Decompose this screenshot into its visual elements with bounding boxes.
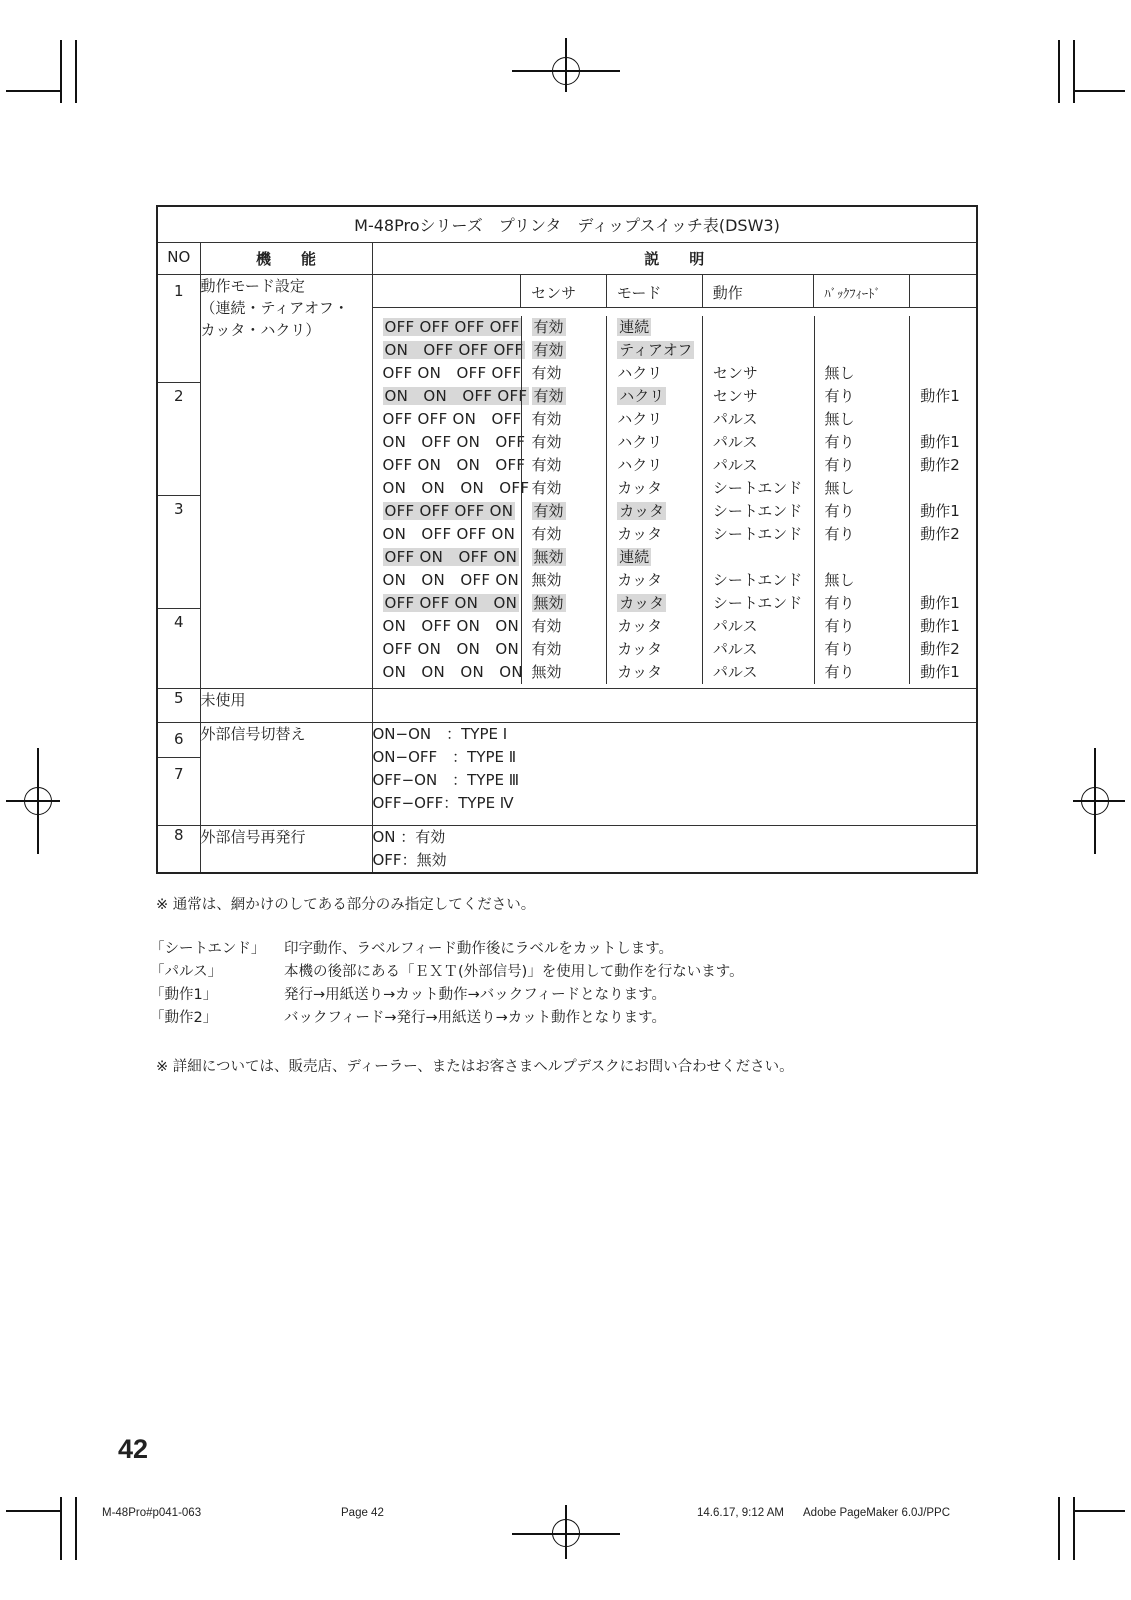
table-cell: [617, 316, 702, 339]
sub-header-sensor: センサ: [520, 275, 606, 307]
type-line-3: OFF−ON ：TYPE Ⅲ: [372, 771, 520, 789]
table-cell: [383, 546, 521, 569]
switch-setting: ON ON ON OFF: [382, 479, 530, 497]
table-cell: [713, 615, 814, 638]
table-cell: [383, 316, 521, 339]
mode-description-cell: [372, 275, 977, 689]
table-cell: [825, 569, 910, 592]
mode-setting-row: [157, 275, 977, 689]
table-cell: [383, 661, 521, 684]
table-cell: [617, 477, 702, 500]
action-value: 動作1: [920, 594, 960, 612]
row67-description: [372, 723, 977, 826]
switch-setting: ON ON OFF OFF: [384, 387, 528, 405]
mode-value: カッタ: [617, 571, 663, 589]
table-cell: [920, 477, 976, 500]
row5-no: 5: [157, 689, 200, 723]
table-cell: [617, 408, 702, 431]
table-cell: [825, 316, 910, 339]
backfeed-value: 有り: [824, 433, 855, 451]
table-cell: [920, 362, 976, 385]
table-cell: [713, 546, 814, 569]
operation-value: パルス: [712, 433, 758, 451]
table-cell: [617, 638, 702, 661]
row-5: [157, 689, 977, 723]
table-cell: [532, 638, 607, 661]
table-cell: [825, 592, 910, 615]
table-cell: [825, 408, 910, 431]
shading-note: ※ 通常は、網かけのしてある部分のみ指定してください。: [156, 897, 536, 913]
switch-setting: OFF OFF OFF ON: [384, 502, 514, 520]
sensor-value: 有効: [531, 433, 562, 451]
table-cell: [532, 408, 607, 431]
sensor-value: 有効: [533, 341, 564, 359]
definition-term: 「動作1」: [150, 987, 218, 1003]
table-cell: [825, 339, 910, 362]
mode-value: カッタ: [617, 525, 663, 543]
table-cell: [825, 615, 910, 638]
table-cell: [920, 569, 976, 592]
operation-value: シートエンド: [712, 525, 803, 543]
definition-text: 印字動作、ラベルフィード動作後にラベルをカットします。: [284, 941, 674, 957]
row67-no-cell: [157, 723, 200, 826]
no-3: 3: [158, 495, 200, 608]
table-cell: [825, 385, 910, 408]
table-cell: [532, 592, 607, 615]
operation-value: センサ: [712, 387, 758, 405]
operation-value: パルス: [712, 663, 758, 681]
table-cell: [713, 477, 814, 500]
switch-setting: OFF OFF OFF OFF: [384, 318, 520, 336]
definition-text: 発行→用紙送り→カット動作→バックフィードとなります。: [284, 987, 666, 1003]
switch-setting: ON OFF ON ON: [382, 617, 520, 635]
table-title: M-48Proシリーズ プリンタ ディップスイッチ表(DSW3): [157, 206, 977, 243]
table-cell: [617, 339, 702, 362]
table-cell: [713, 339, 814, 362]
type-line-4: OFF−OFF：TYPE Ⅳ: [372, 794, 514, 812]
switch-setting: ON ON ON ON: [382, 663, 523, 681]
mode-value: カッタ: [619, 594, 665, 612]
table-cell: [383, 385, 528, 408]
operation-value: シートエンド: [712, 479, 803, 497]
mode-function-line-1: 動作モード設定: [200, 277, 305, 295]
mode-value: ハクリ: [619, 387, 665, 405]
no-4: 4: [158, 608, 200, 688]
sub-header-operation: 動作: [702, 275, 814, 307]
sub-header-mode: モード: [606, 275, 702, 307]
footer-file: M-48Pro#p041-063: [102, 1507, 202, 1519]
table-cell: [825, 500, 910, 523]
backfeed-value: 有り: [824, 456, 855, 474]
operation-value: センサ: [712, 364, 758, 382]
type-line-1: ON−ON ：TYPE Ⅰ: [372, 725, 508, 743]
definitions-list: [150, 938, 744, 1030]
row-8: [157, 826, 977, 874]
table-cell: [532, 546, 607, 569]
header-function: 機 能: [200, 243, 372, 275]
table-cell: [713, 523, 814, 546]
action-value: 動作1: [920, 663, 960, 681]
row8-function: 外部信号再発行: [200, 826, 372, 874]
action-column: [909, 316, 976, 684]
table-cell: [532, 431, 607, 454]
sensor-value: 有効: [531, 410, 562, 428]
table-cell: [920, 661, 976, 684]
sensor-value: 無効: [531, 663, 562, 681]
backfeed-value: 有り: [824, 617, 855, 635]
mode-no-cell: [157, 275, 200, 689]
backfeed-value: 有り: [824, 387, 855, 405]
table-cell: [617, 592, 702, 615]
table-cell: [920, 523, 976, 546]
sensor-value: 有効: [531, 479, 562, 497]
header-no: NO: [157, 243, 200, 275]
backfeed-value: 有り: [824, 663, 855, 681]
mode-function-cell: [200, 275, 372, 689]
mode-function-line-3: カッタ・ハクリ）: [200, 321, 321, 339]
table-cell: [617, 362, 702, 385]
switch-setting: OFF ON ON OFF: [382, 456, 526, 474]
table-cell: [383, 500, 521, 523]
table-cell: [382, 431, 526, 454]
mode-value: ハクリ: [617, 456, 663, 474]
table-cell: [713, 500, 814, 523]
sensor-value: 有効: [533, 318, 564, 336]
sensor-value: 有効: [531, 525, 562, 543]
switch-setting: ON OFF OFF ON: [382, 525, 516, 543]
definition-item: [150, 1007, 744, 1030]
mode-value: カッタ: [617, 479, 663, 497]
table-cell: [713, 385, 814, 408]
sub-header-backfeed: ﾊﾞｯｸﾌｨｰﾄﾞ: [813, 275, 909, 307]
action-value: 動作2: [920, 640, 960, 658]
mode-value: カッタ: [617, 617, 663, 635]
sensor-value: 有効: [531, 364, 562, 382]
operation-value: パルス: [712, 617, 758, 635]
table-cell: [532, 661, 607, 684]
table-cell: [825, 523, 910, 546]
table-cell: [532, 339, 607, 362]
mode-value: ハクリ: [617, 433, 663, 451]
switch-column: [373, 316, 530, 684]
mode-column: [606, 316, 702, 684]
definition-item: [150, 984, 744, 1007]
sensor-value: 有効: [531, 617, 562, 635]
table-cell: [920, 408, 976, 431]
operation-value: シートエンド: [712, 571, 803, 589]
table-cell: [532, 385, 607, 408]
backfeed-value: 有り: [824, 640, 855, 658]
table-cell: [617, 546, 702, 569]
table-cell: [383, 615, 521, 638]
sensor-value: 無効: [533, 594, 564, 612]
mode-value: 連続: [619, 548, 650, 566]
row5-function: 未使用: [200, 689, 372, 723]
table-cell: [383, 339, 524, 362]
mode-function-line-2: （連続・ティアオフ・: [200, 299, 349, 317]
table-cell: [383, 592, 521, 615]
table-cell: [920, 615, 976, 638]
table-cell: [920, 546, 976, 569]
table-cell: [532, 454, 607, 477]
table-cell: [383, 569, 521, 592]
table-cell: [713, 638, 814, 661]
switch-setting: ON OFF OFF OFF: [384, 341, 524, 359]
sensor-column: [521, 316, 607, 684]
sensor-value: 有効: [533, 387, 564, 405]
table-cell: [825, 362, 910, 385]
row67-function: 外部信号切替え: [200, 723, 372, 826]
backfeed-value: 有り: [824, 525, 855, 543]
header-description: 説 明: [372, 243, 977, 275]
switch-setting: OFF OFF ON ON: [384, 594, 518, 612]
table-cell: [617, 431, 702, 454]
detail-note: ※ 詳細については、販売店、ディーラー、またはお客さまヘルプデスクにお問い合わせください。: [156, 1059, 794, 1075]
sensor-value: 無効: [533, 548, 564, 566]
row7-no: 7: [158, 757, 200, 825]
switch-setting: ON ON OFF ON: [382, 571, 520, 589]
definition-text: バックフィード→発行→用紙送り→カット動作となります。: [284, 1010, 666, 1026]
table-cell: [617, 385, 702, 408]
table-cell: [617, 500, 702, 523]
mode-value: カッタ: [617, 640, 663, 658]
table-cell: [383, 408, 521, 431]
definition-item: [150, 938, 744, 961]
table-cell: [825, 477, 910, 500]
action-value: 動作1: [920, 433, 960, 451]
sensor-value: 有効: [531, 456, 562, 474]
table-cell: [383, 523, 521, 546]
table-cell: [532, 362, 607, 385]
action-value: 動作1: [920, 617, 960, 635]
definition-text: 本機の後部にある「ＥＸＴ(外部信号)」を使用して動作を行ないます。: [284, 964, 744, 980]
table-cell: [617, 523, 702, 546]
backfeed-value: 無し: [824, 571, 855, 589]
table-cell: [920, 316, 976, 339]
table-cell: [825, 454, 910, 477]
table-cell: [617, 661, 702, 684]
table-cell: [532, 523, 607, 546]
table-cell: [825, 638, 910, 661]
backfeed-value: 有り: [824, 502, 855, 520]
operation-value: シートエンド: [712, 502, 803, 520]
sensor-value: 無効: [531, 571, 562, 589]
mode-value: ハクリ: [617, 364, 663, 382]
table-cell: [617, 615, 702, 638]
action-value: 動作1: [920, 387, 960, 405]
page-number: 42: [118, 1434, 149, 1464]
definition-term: 「動作2」: [150, 1010, 218, 1026]
table-cell: [920, 500, 976, 523]
action-value: 動作1: [920, 502, 960, 520]
operation-value: シートエンド: [712, 594, 803, 612]
table-cell: [920, 592, 976, 615]
table-cell: [617, 454, 702, 477]
row8-line-1: ON ：有効: [372, 828, 446, 846]
table-cell: [382, 477, 530, 500]
no-1: 1: [173, 282, 184, 300]
backfeed-value: 無し: [824, 479, 855, 497]
sensor-value: 有効: [533, 502, 564, 520]
definition-term: 「パルス」: [150, 964, 223, 980]
row5-description: [372, 689, 977, 723]
definition-term: 「シートエンド」: [150, 941, 266, 957]
table-cell: [825, 546, 910, 569]
footer-app: Adobe PageMaker 6.0J/PPC: [803, 1507, 951, 1519]
operation-value: パルス: [712, 410, 758, 428]
table-cell: [713, 431, 814, 454]
table-cell: [920, 431, 976, 454]
action-value: 動作2: [920, 456, 960, 474]
table-cell: [713, 454, 814, 477]
table-cell: [825, 431, 910, 454]
mode-value: ハクリ: [617, 410, 663, 428]
table-cell: [532, 569, 607, 592]
table-cell: [713, 592, 814, 615]
mode-sub-header: [373, 275, 977, 308]
definition-item: [150, 961, 744, 984]
operation-value: パルス: [712, 640, 758, 658]
type-line-2: ON−OFF ：TYPE Ⅱ: [372, 748, 517, 766]
table-cell: [383, 638, 521, 661]
table-cell: [713, 362, 814, 385]
sensor-value: 有効: [531, 640, 562, 658]
table-cell: [920, 638, 976, 661]
footer-page: Page 42: [341, 1507, 384, 1519]
operation-value: パルス: [712, 456, 758, 474]
switch-setting: OFF ON OFF ON: [384, 548, 518, 566]
row-6-7: [157, 723, 977, 826]
table-cell: [713, 316, 814, 339]
footer-timestamp: 14.6.17, 9:12 AM: [697, 1507, 784, 1519]
switch-setting: OFF ON ON ON: [382, 640, 520, 658]
action-value: 動作2: [920, 525, 960, 543]
table-cell: [532, 615, 607, 638]
mode-value: ティアオフ: [619, 341, 693, 359]
switch-setting: OFF OFF ON OFF: [382, 410, 522, 428]
no-2: 2: [158, 382, 200, 495]
table-cell: [383, 362, 521, 385]
table-cell: [532, 500, 607, 523]
mode-value: カッタ: [619, 502, 665, 520]
table-cell: [713, 661, 814, 684]
table-cell: [532, 316, 607, 339]
row8-line-2: OFF：無効: [372, 851, 447, 869]
table-cell: [825, 661, 910, 684]
mode-value: 連続: [619, 318, 650, 336]
row8-no: 8: [157, 826, 200, 874]
table-cell: [920, 454, 976, 477]
table-cell: [713, 408, 814, 431]
backfeed-column: [814, 316, 910, 684]
row6-no: 6: [173, 730, 184, 748]
table-cell: [920, 385, 976, 408]
mode-value: カッタ: [617, 663, 663, 681]
mode-table-body: [373, 308, 977, 688]
table-cell: [920, 339, 976, 362]
row8-description: [372, 826, 977, 874]
table-cell: [713, 569, 814, 592]
switch-setting: OFF ON OFF OFF: [382, 364, 522, 382]
table-cell: [532, 477, 607, 500]
switch-setting: ON OFF ON OFF: [382, 433, 526, 451]
table-cell: [382, 454, 526, 477]
operation-column: [702, 316, 814, 684]
backfeed-value: 有り: [824, 594, 855, 612]
backfeed-value: 無し: [824, 364, 855, 382]
table-cell: [617, 569, 702, 592]
backfeed-value: 無し: [824, 410, 855, 428]
dip-switch-table: [156, 205, 978, 874]
